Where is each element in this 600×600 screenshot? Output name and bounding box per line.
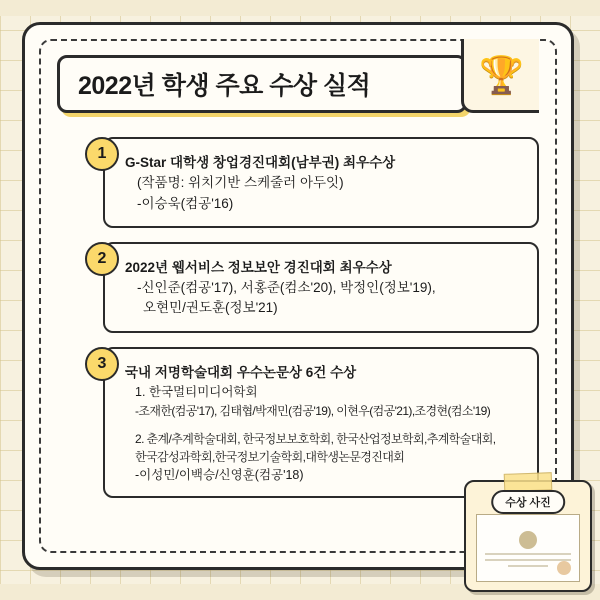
certificate-emblem-icon xyxy=(519,531,537,549)
photo-label: 수상 사진 xyxy=(491,490,565,514)
trophy-icon: 🏆 xyxy=(479,53,524,95)
award-line: 1. 한국멀티미디어학회 xyxy=(135,384,258,399)
award-number-badge: 3 xyxy=(85,347,119,381)
award-panel xyxy=(103,242,539,333)
page-title: 2022년 학생 주요 수상 실적 xyxy=(78,72,371,100)
award-line: 2022년 웹서비스 정보보안 경진대회 최우수상 xyxy=(125,259,392,275)
award-line: -조재한(컴공'17), 김태협/박재민(컴공'19), 이현우(컴공'21),조경현(컴소'19) xyxy=(135,403,491,418)
certificate-text-line xyxy=(485,553,571,555)
award-number-badge: 1 xyxy=(85,137,119,171)
background-top-edge xyxy=(0,0,600,16)
award-panel xyxy=(103,137,539,228)
award-item xyxy=(59,242,539,333)
dashed-inner-border xyxy=(39,39,557,553)
title-box xyxy=(57,55,467,113)
certificate-thumbnail-icon xyxy=(476,514,580,582)
title-row xyxy=(57,55,539,117)
award-item xyxy=(59,347,539,499)
award-line: 2. 춘계/추계학술대회, 한국정보보호학회, 한국산업정보학회,추계학술대회, xyxy=(135,431,496,446)
award-line: 한국감성과학회,한국정보기술학회,대학생논문경진대회 xyxy=(135,449,405,464)
award-photo-card[interactable] xyxy=(464,480,592,592)
award-line: G-Star 대학생 창업경진대회(남부권) 최우수상 xyxy=(125,155,396,170)
certificate-seal-icon xyxy=(557,561,571,575)
award-item xyxy=(59,137,539,228)
tape-decoration xyxy=(504,472,553,492)
award-line: -이승욱(컴공'16) xyxy=(137,195,234,211)
award-line: (작품명: 위치기반 스케줄러 아두잇) xyxy=(137,175,344,191)
award-panel xyxy=(103,347,539,499)
award-line: 국내 저명학술대회 우수논문상 6건 수상 xyxy=(125,364,357,380)
award-line: 오현민/권도훈(정보'21) xyxy=(143,300,278,316)
award-line: -이성민/이백승/신영훈(컴공'18) xyxy=(135,467,304,482)
award-number-badge: 2 xyxy=(85,242,119,276)
certificate-text-line xyxy=(485,559,571,561)
award-list xyxy=(59,123,539,543)
trophy-badge xyxy=(461,39,539,113)
award-line: -신인준(컴공'17), 서홍준(컴소'20), 박정인(정보'19), xyxy=(137,280,436,295)
certificate-text-line xyxy=(508,565,549,567)
